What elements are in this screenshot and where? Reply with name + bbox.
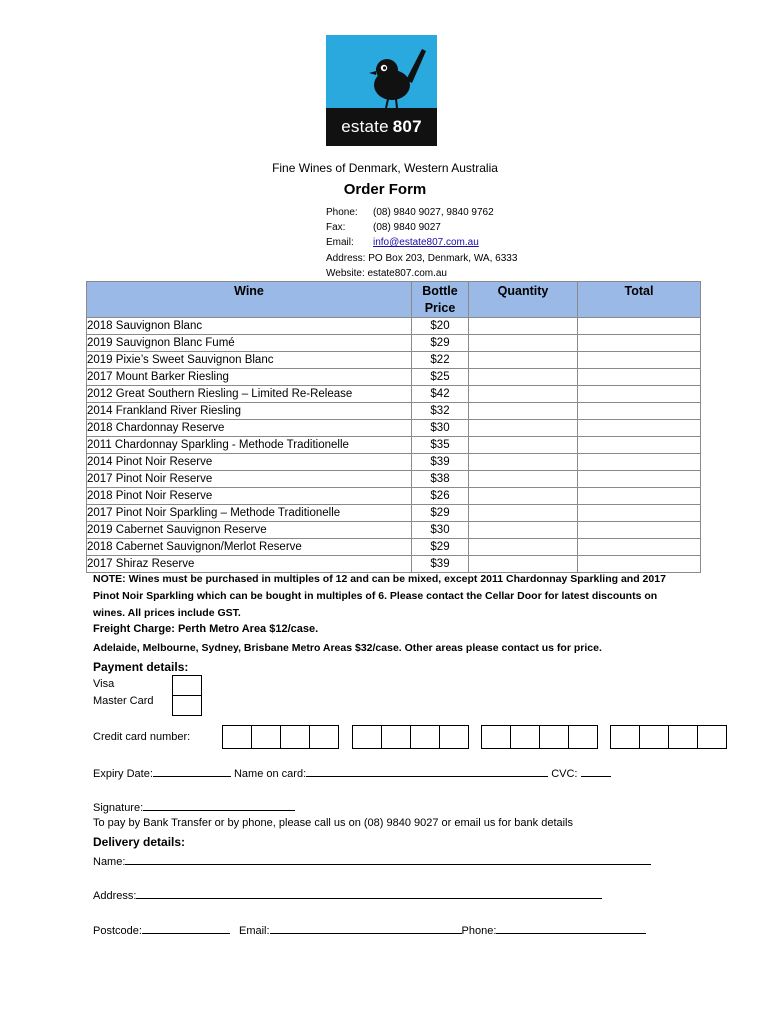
bird-icon xyxy=(326,35,437,108)
wine-name: 2017 Shiraz Reserve xyxy=(87,556,412,573)
cvc-label: CVC: xyxy=(551,768,578,780)
purchase-note: NOTE: Wines must be purchased in multiples of 12 and can be mixed, except 2011 Chardonnay Sparkling and 2017 Pinot Noir Sparkling which can be bought in multiples of 6. Please contact the Cellar Door for latest discounts on wines. All prices include GST. xyxy=(93,573,666,619)
table-header-row xyxy=(87,282,701,318)
wine-name: 2019 Cabernet Sauvignon Reserve xyxy=(87,522,412,539)
total-cell[interactable] xyxy=(578,471,701,488)
total-cell[interactable] xyxy=(578,522,701,539)
bottle-price: $29 xyxy=(412,505,469,522)
bottle-price: $30 xyxy=(412,522,469,539)
quantity-cell[interactable] xyxy=(469,369,578,386)
delivery-email-label: Email: xyxy=(238,925,270,937)
payment-heading: Payment details: xyxy=(93,660,189,674)
quantity-cell[interactable] xyxy=(469,454,578,471)
wine-name: 2012 Great Southern Riesling – Limited Re-Release xyxy=(87,386,412,403)
table-row xyxy=(87,488,701,505)
phone-label: Phone: xyxy=(326,207,358,218)
cc-digits-group-3[interactable] xyxy=(481,725,598,749)
bottle-price: $39 xyxy=(412,556,469,573)
delivery-address-label: Address: xyxy=(93,890,137,902)
bottle-price: $32 xyxy=(412,403,469,420)
freight-other-areas: Adelaide, Melbourne, Sydney, Brisbane Metro Areas $32/case. Other areas please contact us for price. xyxy=(93,642,602,654)
wine-name: 2018 Cabernet Sauvignon/Merlot Reserve xyxy=(87,539,412,556)
total-cell[interactable] xyxy=(578,539,701,556)
address-value: Address: PO Box 203, Denmark, WA, 6333 xyxy=(326,252,518,264)
subtitle: Fine Wines of Denmark, Western Australia xyxy=(272,161,498,175)
bottle-price: $29 xyxy=(412,539,469,556)
visa-checkbox[interactable] xyxy=(172,675,202,696)
quantity-cell[interactable] xyxy=(469,505,578,522)
table-row xyxy=(87,318,701,335)
delivery-email-field[interactable] xyxy=(270,922,462,934)
total-cell[interactable] xyxy=(578,369,701,386)
total-cell[interactable] xyxy=(578,403,701,420)
wine-name: 2017 Pinot Noir Reserve xyxy=(87,471,412,488)
total-cell[interactable] xyxy=(578,318,701,335)
total-cell[interactable] xyxy=(578,556,701,573)
credit-card-label: Credit card number: xyxy=(93,731,191,743)
table-row xyxy=(87,369,701,386)
table-row xyxy=(87,454,701,471)
table-row xyxy=(87,505,701,522)
table-row xyxy=(87,352,701,369)
bottle-price: $39 xyxy=(412,454,469,471)
quantity-cell[interactable] xyxy=(469,522,578,539)
bottle-price: $22 xyxy=(412,352,469,369)
wine-name: 2014 Frankland River Riesling xyxy=(87,403,412,420)
table-row xyxy=(87,471,701,488)
cc-digits-group-1[interactable] xyxy=(222,725,339,749)
quantity-cell[interactable] xyxy=(469,420,578,437)
delivery-heading: Delivery details: xyxy=(93,835,186,849)
table-row xyxy=(87,386,701,403)
name-on-card-field[interactable] xyxy=(306,765,548,777)
cc-digits-group-4[interactable] xyxy=(610,725,727,749)
quantity-cell[interactable] xyxy=(469,556,578,573)
bottle-price: $20 xyxy=(412,318,469,335)
expiry-label: Expiry Date: xyxy=(93,768,153,780)
delivery-phone-label: Phone: xyxy=(461,925,497,937)
website-value: Website: estate807.com.au xyxy=(326,267,447,279)
cvc-field[interactable] xyxy=(581,765,611,777)
total-cell[interactable] xyxy=(578,335,701,352)
delivery-contact-row xyxy=(93,922,646,937)
delivery-address-row xyxy=(93,887,602,902)
wine-name: 2018 Pinot Noir Reserve xyxy=(87,488,412,505)
contact-block xyxy=(326,205,517,281)
phone-value: (08) 9840 9027, 9840 9762 xyxy=(373,207,494,218)
wine-name: 2018 Sauvignon Blanc xyxy=(87,318,412,335)
bottle-price: $29 xyxy=(412,335,469,352)
postcode-field[interactable] xyxy=(142,922,230,934)
mastercard-label: Master Card xyxy=(93,695,154,707)
logo-word: estate xyxy=(341,117,389,136)
table-row xyxy=(87,556,701,573)
wine-name: 2019 Sauvignon Blanc Fumé xyxy=(87,335,412,352)
delivery-phone-field[interactable] xyxy=(496,922,646,934)
total-cell[interactable] xyxy=(578,488,701,505)
header-quantity: Quantity xyxy=(469,282,578,318)
wine-name: 2011 Chardonnay Sparkling - Methode Traditionelle xyxy=(87,437,412,454)
wine-name: 2019 Pixie’s Sweet Sauvignon Blanc xyxy=(87,352,412,369)
signature-field[interactable] xyxy=(143,799,295,811)
signature-label: Signature: xyxy=(93,802,144,814)
table-row xyxy=(87,539,701,556)
total-cell[interactable] xyxy=(578,386,701,403)
bottle-price: $26 xyxy=(412,488,469,505)
expiry-field[interactable] xyxy=(153,765,231,777)
wine-name: 2017 Mount Barker Riesling xyxy=(87,369,412,386)
wine-order-table xyxy=(86,281,701,573)
expiry-row xyxy=(93,765,611,780)
bottle-price: $35 xyxy=(412,437,469,454)
page-title: Order Form xyxy=(343,181,427,198)
estate807-logo xyxy=(326,35,437,146)
quantity-cell[interactable] xyxy=(469,403,578,420)
wine-name: 2014 Pinot Noir Reserve xyxy=(87,454,412,471)
quantity-cell[interactable] xyxy=(469,539,578,556)
quantity-cell[interactable] xyxy=(469,437,578,454)
bottle-price: $25 xyxy=(412,369,469,386)
wine-name: 2018 Chardonnay Reserve xyxy=(87,420,412,437)
total-cell[interactable] xyxy=(578,420,701,437)
total-cell[interactable] xyxy=(578,505,701,522)
quantity-cell[interactable] xyxy=(469,335,578,352)
quantity-cell[interactable] xyxy=(469,352,578,369)
email-link[interactable]: info@estate807.com.au xyxy=(373,237,479,249)
bottle-price: $38 xyxy=(412,471,469,488)
table-row xyxy=(87,420,701,437)
table-row xyxy=(87,522,701,539)
header-price: Bottle Price xyxy=(412,282,469,318)
name-on-card-label: Name on card: xyxy=(233,768,307,780)
delivery-name-label: Name: xyxy=(93,856,126,868)
table-row xyxy=(87,403,701,420)
quantity-cell[interactable] xyxy=(469,488,578,505)
table-row xyxy=(87,335,701,352)
cc-digits-group-2[interactable] xyxy=(352,725,469,749)
bank-transfer-info: To pay by Bank Transfer or by phone, please call us on (08) 9840 9027 or email us for bank details xyxy=(93,817,574,829)
total-cell[interactable] xyxy=(578,437,701,454)
postcode-label: Postcode: xyxy=(93,925,142,937)
quantity-cell[interactable] xyxy=(469,318,578,335)
bottle-price: $30 xyxy=(412,420,469,437)
email-label: Email: xyxy=(326,237,354,249)
delivery-name-row xyxy=(93,853,651,868)
fax-label: Fax: xyxy=(326,222,346,234)
logo-number: 807 xyxy=(392,117,422,136)
total-cell[interactable] xyxy=(578,352,701,369)
wine-name: 2017 Pinot Noir Sparkling – Methode Traditionelle xyxy=(87,505,412,522)
header-wine: Wine xyxy=(87,282,412,318)
mastercard-checkbox[interactable] xyxy=(172,695,202,716)
quantity-cell[interactable] xyxy=(469,471,578,488)
header-total: Total xyxy=(578,282,701,318)
delivery-address-field[interactable] xyxy=(136,887,602,899)
total-cell[interactable] xyxy=(578,454,701,471)
visa-label: Visa xyxy=(93,678,115,690)
fax-value: (08) 9840 9027 xyxy=(373,222,441,234)
quantity-cell[interactable] xyxy=(469,386,578,403)
bottle-price: $42 xyxy=(412,386,469,403)
logo-text xyxy=(326,108,437,146)
table-row xyxy=(87,437,701,454)
delivery-name-field[interactable] xyxy=(125,853,651,865)
freight-charge: Freight Charge: Perth Metro Area $12/case. xyxy=(93,623,319,635)
signature-row xyxy=(93,799,295,814)
